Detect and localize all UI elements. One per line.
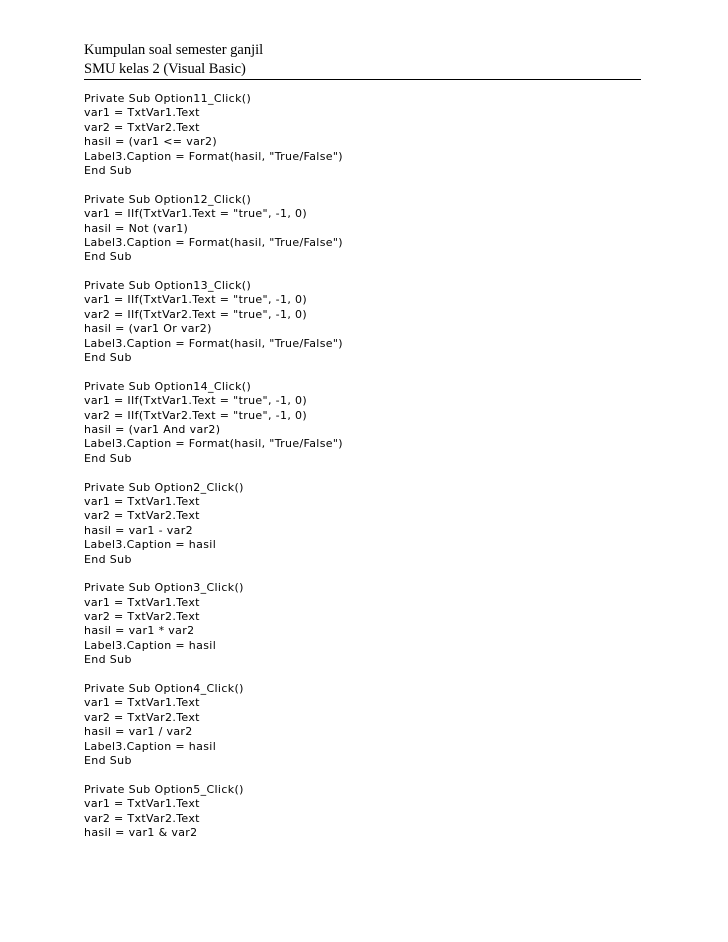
code-line: var2 = TxtVar2.Text [84,710,200,724]
code-line: End Sub [84,451,132,465]
code-line: Private Sub Option5_Click() [84,782,244,796]
code-line: Label3.Caption = hasil [84,638,217,652]
code-block-option12 [84,193,641,265]
code-line: End Sub [84,753,132,767]
code-line: Private Sub Option13_Click() [84,279,252,293]
code-line: var2 = TxtVar2.Text [84,811,200,825]
code-line: Label3.Caption = Format(hasil, "True/False") [84,235,343,249]
code-line: hasil = Not (var1) [84,221,189,235]
code-line: Label3.Caption = Format(hasil, "True/False") [84,437,343,451]
code-line: hasil = (var1 <= var2) [84,135,218,149]
code-line: var2 = TxtVar2.Text [84,120,200,134]
code-line: Private Sub Option12_Click() [84,192,252,206]
code-line: hasil = var1 / var2 [84,725,193,739]
code-line: hasil = var1 * var2 [84,624,195,638]
code-line: End Sub [84,250,132,264]
code-line: Private Sub Option4_Click() [84,682,244,696]
code-line: hasil = (var1 Or var2) [84,322,212,336]
code-line: var1 = TxtVar1.Text [84,595,200,609]
code-line: var2 = IIf(TxtVar2.Text = "true", -1, 0) [84,408,307,422]
code-block-option4 [84,682,641,768]
header-title: Kumpulan soal semester ganjil [84,42,264,58]
code-line: End Sub [84,653,132,667]
code-line: var2 = TxtVar2.Text [84,610,200,624]
code-line: var1 = IIf(TxtVar1.Text = "true", -1, 0) [84,394,307,408]
code-line: var2 = IIf(TxtVar2.Text = "true", -1, 0) [84,307,307,321]
code-line: var1 = TxtVar1.Text [84,696,200,710]
header-divider [84,79,641,80]
code-line: Private Sub Option14_Click() [84,379,252,393]
code-line: End Sub [84,552,132,566]
code-block-option13 [84,279,641,365]
code-line: Label3.Caption = hasil [84,538,217,552]
code-line: var1 = IIf(TxtVar1.Text = "true", -1, 0) [84,207,307,221]
code-line: hasil = var1 & var2 [84,825,198,839]
code-line: var1 = TxtVar1.Text [84,797,200,811]
code-line: End Sub [84,351,132,365]
code-line: Private Sub Option2_Click() [84,480,244,494]
header-subtitle: SMU kelas 2 (Visual Basic) [84,61,246,77]
code-line: Label3.Caption = hasil [84,739,217,753]
page-header [84,41,641,79]
code-block-option5 [84,783,641,841]
code-line: Private Sub Option3_Click() [84,581,244,595]
code-block-option11 [84,92,641,178]
code-line: var2 = TxtVar2.Text [84,509,200,523]
code-line: Label3.Caption = Format(hasil, "True/False") [84,336,343,350]
code-line: var1 = IIf(TxtVar1.Text = "true", -1, 0) [84,293,307,307]
code-line: var1 = TxtVar1.Text [84,106,200,120]
code-block-option14 [84,380,641,466]
code-line: var1 = TxtVar1.Text [84,494,200,508]
code-line: Label3.Caption = Format(hasil, "True/False") [84,149,343,163]
code-listing [84,92,641,855]
code-line: hasil = (var1 And var2) [84,422,221,436]
code-line: hasil = var1 - var2 [84,523,193,537]
code-line: End Sub [84,163,132,177]
code-block-option3 [84,581,641,667]
code-block-option2 [84,481,641,567]
code-line: Private Sub Option11_Click() [84,92,252,105]
